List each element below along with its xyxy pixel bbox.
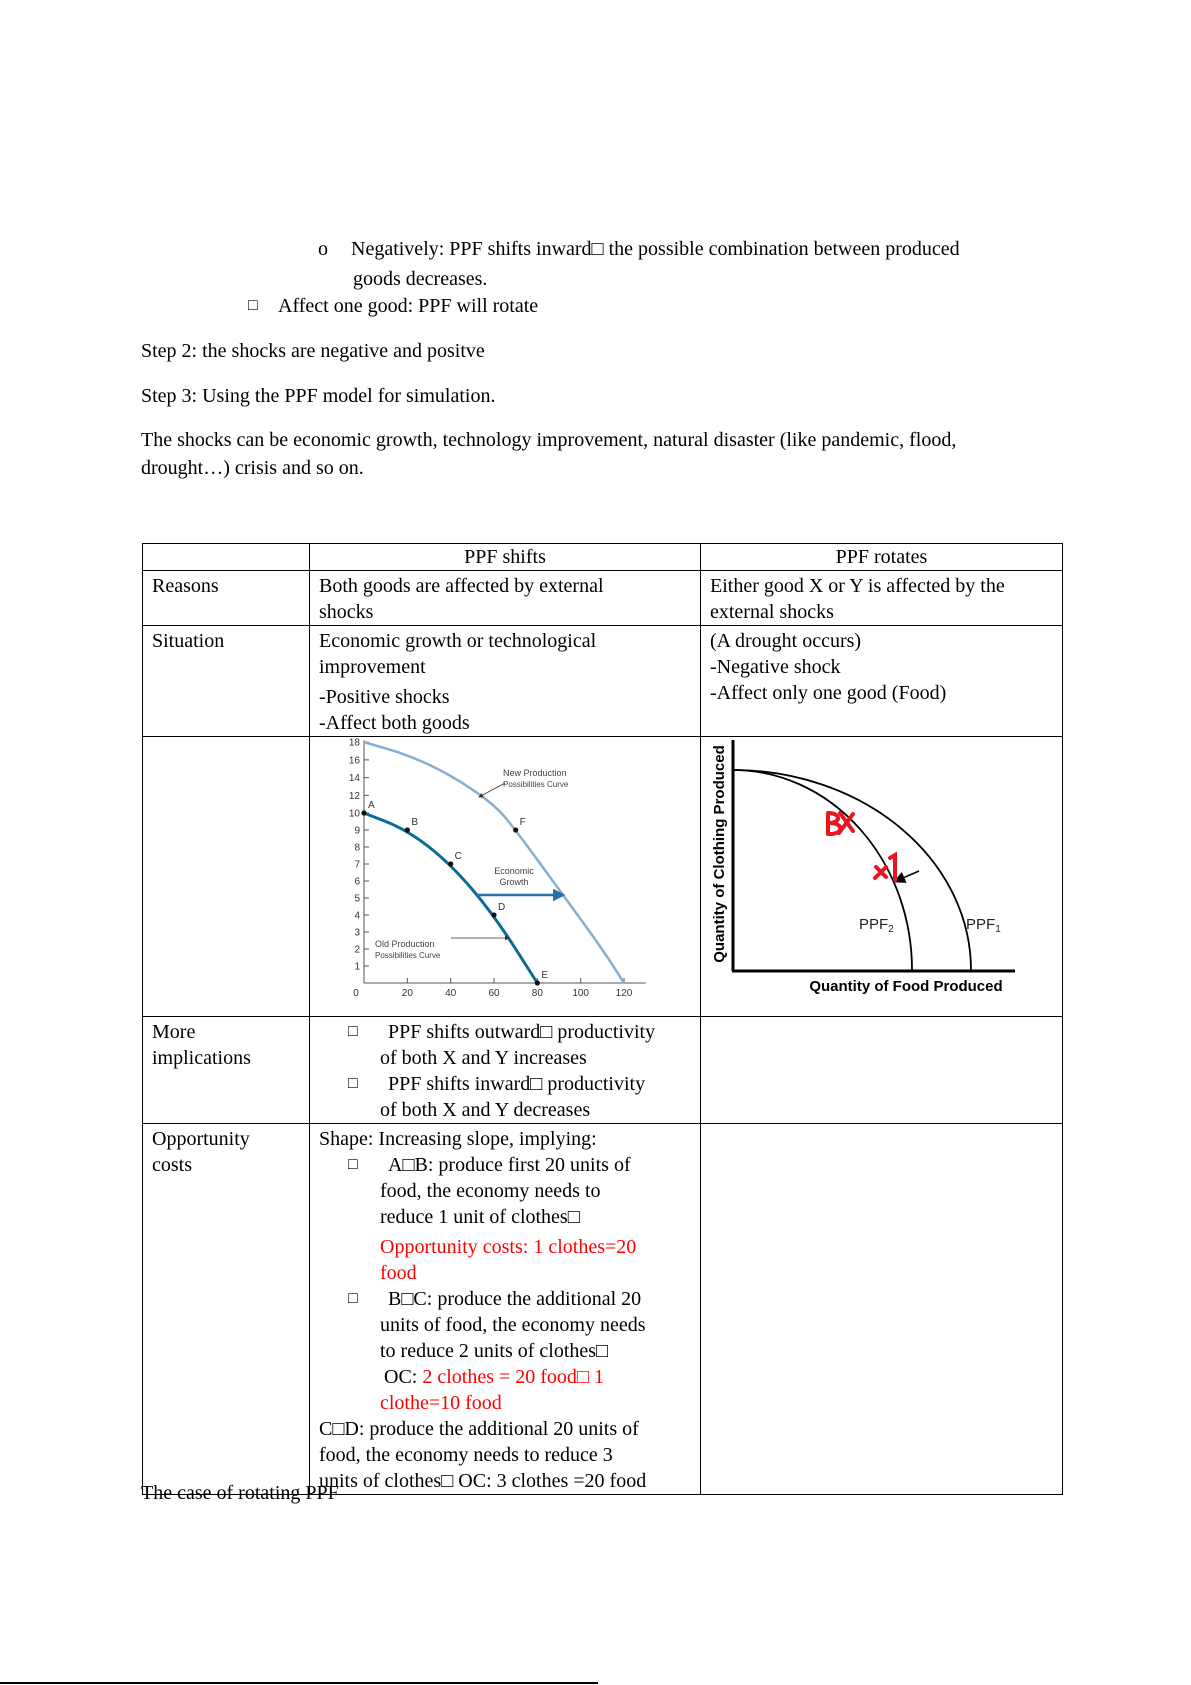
bc-opportunity-cost [310,1364,691,1390]
caption: The case of rotating PPF [141,1482,339,1504]
text-line: (A drought occurs) [710,630,862,652]
text-line: units of clothes□ OC: 3 clothes =20 food [319,1470,647,1492]
y-tick-label: 7 [354,859,360,871]
negatively-line1: Negatively: PPF shifts inward□ the possible combination between produced [351,238,960,260]
row-opportunity [143,1124,1063,1495]
y-tick-label: 16 [348,755,360,767]
text-line: -Positive shocks [319,686,450,708]
bullet-box-icon: □ [348,1023,358,1040]
row-situation [143,626,1063,737]
text-line: of both X and Y increases [380,1047,587,1069]
opportunity-rotates-empty [701,1124,1063,1495]
oc-prefix: OC: [384,1366,423,1388]
reasons-rotates [701,571,1063,626]
point-label-D: D [498,902,506,913]
old-curve-label: Old Production [375,939,435,949]
text-line: costs [152,1154,192,1176]
header-shifts: PPF shifts [310,544,701,571]
rotate-chart-cell [701,737,1063,1017]
new-curve-pointer [479,783,505,797]
bullet-box-icon: □ [348,1290,358,1307]
implications-rotates-empty [701,1017,1063,1124]
y-tick-label: 4 [354,910,360,922]
text-line: More [152,1021,196,1043]
text-line: external shocks [710,601,834,623]
ppf2-label: $PPF_2$ [859,916,894,935]
implications-label [143,1017,310,1124]
situation-label: Situation [143,626,310,737]
x-tick-label: 40 [445,988,457,999]
footer-line [0,1682,598,1684]
old-curve-label: Possibilities Curve [375,951,441,960]
point-E [535,980,540,985]
ppf-rotate-chart [701,737,1062,1009]
bullet-box-icon: □ [348,1075,358,1092]
x-tick-label: 0 [353,988,359,999]
text-line: A□B: produce first 20 units of [388,1154,631,1176]
affect-one-good: Affect one good: PPF will rotate [278,295,539,317]
text-line: improvement [319,656,426,678]
implication-item [310,1071,691,1097]
point-C [448,861,453,866]
text-line: -Negative shock [710,656,841,678]
ppf1-curve [733,770,971,971]
y-tick-label: 5 [354,893,360,905]
point-label-A: A [368,800,375,811]
economic-growth-label: Growth [499,877,529,887]
y-tick-label: 1 [354,961,360,973]
y-tick-label: 8 [354,842,360,854]
opportunity-label [143,1124,310,1495]
reasons-label: Reasons [143,571,310,626]
x-tick-label: 120 [615,988,633,999]
negatively-line2: goods decreases. [353,268,488,290]
point-F [513,827,518,832]
text-line: food, the economy needs to [380,1180,601,1202]
point-D [491,912,496,917]
y-tick-label: 9 [354,825,360,837]
row-implications [143,1017,1063,1124]
implication-item [310,1019,691,1045]
economic-growth-label: Economic [494,866,534,876]
header-row [143,544,1063,571]
text-line: -Affect only one good (Food) [710,682,947,704]
shocks-line2: drought…) crisis and so on. [141,457,364,479]
text-line: of both X and Y decreases [380,1099,591,1121]
point-label-F: F [519,817,526,828]
row-charts [143,737,1063,1017]
y-tick-label: 2 [354,944,360,956]
ppf-shift-chart [310,737,700,1009]
header-empty [143,544,310,571]
y-tick-label: 10 [348,808,360,820]
shape-text: Shape: Increasing slope, implying: [319,1128,597,1150]
opportunity-shifts [310,1124,701,1495]
chart-label-empty [143,737,310,1017]
reasons-shifts [310,571,701,626]
bc-item [310,1286,691,1312]
row-reasons [143,571,1063,626]
y-tick-label: 6 [354,876,360,888]
new-curve-label: Possibilities Curve [503,780,569,789]
affect-bullet: □ [248,297,258,314]
text-line: to reduce 2 units of clothes□ [380,1340,609,1362]
situation-rotates [701,626,1063,737]
shift-chart-cell [310,737,701,1017]
shocks-line1: The shocks can be economic growth, technology improvement, natural disaster (like pandemic, flood, [141,429,957,451]
oc-value: 2 clothes = 20 food□ 1 [422,1366,605,1388]
bullet-box-icon: □ [348,1156,358,1173]
text-line: -Affect both goods [319,712,470,734]
text-line: reduce 1 unit of clothes□ [380,1206,580,1228]
implications-shifts [310,1017,701,1124]
text-line: food, the economy needs to reduce 3 [319,1444,613,1466]
text-line: implications [152,1047,251,1069]
text-line: Either good X or Y is affected by the [710,575,1005,597]
text-line: PPF shifts outward□ productivity [388,1021,656,1043]
y-axis-title: Quantity of Clothing Produced [711,745,728,963]
x-axis-title: Quantity of Food Produced [809,978,1003,995]
text-line: food [380,1262,417,1284]
ab-opportunity-cost: Opportunity costs: 1 clothes=20 [380,1236,637,1258]
x-tick-label: 80 [531,988,543,999]
bullet-o: o [318,238,328,260]
text-line: B□C: produce the additional 20 [388,1288,642,1310]
text-line: clothe=10 food [380,1392,502,1414]
point-label-C: C [454,851,462,862]
point-label-E: E [541,970,549,981]
y-tick-label: 14 [348,773,360,785]
situation-shifts [310,626,701,737]
y-tick-label: 12 [348,790,360,802]
ab-item [310,1152,691,1178]
ppf1-label: $PPF_1$ [966,916,1001,935]
header-rotates: PPF rotates [701,544,1063,571]
text-line: PPF shifts inward□ productivity [388,1073,646,1095]
y-tick-label: 3 [354,927,360,939]
text-line: Economic growth or technological [319,630,597,652]
x-tick-label: 100 [572,988,590,999]
point-A [361,810,366,815]
ppf-table [142,543,1063,1495]
step-3: Step 3: Using the PPF model for simulation. [141,385,496,407]
handwritten-bx [828,813,853,834]
point-B [405,827,410,832]
text-line: Both goods are affected by external [319,575,604,597]
text-line: shocks [319,601,374,623]
text-line: C□D: produce the additional 20 units of [319,1418,639,1440]
text-line: Opportunity [152,1128,250,1150]
new-curve-label: New Production [503,768,567,778]
x-tick-label: 60 [488,988,500,999]
rotation-arrow [896,871,919,881]
step-2: Step 2: the shocks are negative and positve [141,340,485,362]
point-label-B: B [411,817,419,828]
text-line: units of food, the economy needs [380,1314,646,1336]
y-tick-label: 18 [348,737,360,749]
x-tick-label: 20 [401,988,413,999]
